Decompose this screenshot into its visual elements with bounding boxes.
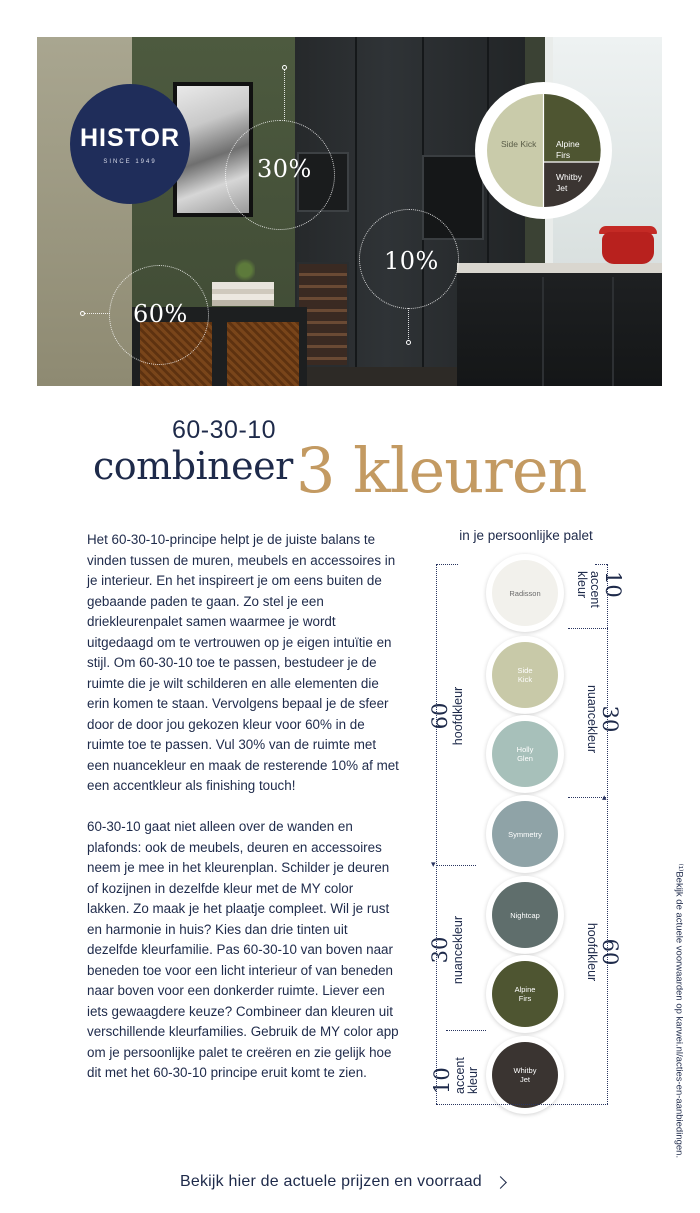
label-right-60-hoofd: 60 hoofdkleur <box>585 922 622 982</box>
swatch-whitby-jet <box>486 1036 564 1114</box>
palette-title: in je persoonlijke palet <box>459 528 593 543</box>
logo-since: SINCE 1949 <box>103 159 157 165</box>
chevron-right-icon <box>494 1176 507 1189</box>
swatch-label: Symmetry <box>508 829 542 839</box>
pie-label-whitby-jet: Whitby Jet <box>556 172 582 193</box>
percentage-60: 60% <box>133 300 188 328</box>
swatch-holly-glen <box>486 715 564 793</box>
kitchen-island <box>457 273 662 386</box>
paragraph-2: 60-30-10 gaat niet alleen over de wanden en plafonds: ook de meubels, deuren en accessoires neem je mee in het kleurenplan. Schilder je deuren of kozijnen in dezelfde kleur met de MY color lakken. Zo maak je het plaatje compleet. Wil je rust en harmonie in huis? Kies dan drie tinten uit dezelfde kleurfamilie. Pas 60-30-10 van boven naar beneden toe voor een licht interieur of van beneden naar boven voor een donkerder ruimte. Liever een iets gewaagdere keuze? Combineer dan kleuren uit verschillende kleurfamilies. Gebruik de MY color app om je persoonlijke palet te creëren en zie gelijk hoe dit met het 60-30-10 principe eruit komt te zien. <box>87 819 399 1080</box>
terms-footnote: ⁽¹⁾Bekijk de actuele voorwaarden op karwei.nl/acties-en-aanbiedingen. <box>673 863 685 1159</box>
label-right-30-nuance: 30 nuancekleur <box>585 684 622 754</box>
percentage-10: 10% <box>384 247 439 275</box>
headline-combineer: combineer <box>93 444 293 488</box>
swatch-symmetry <box>486 795 564 873</box>
swatch-radisson <box>486 554 564 632</box>
label-left-10-accent: 10 accent kleur <box>430 1057 480 1094</box>
swatch-label: Radisson <box>509 588 541 598</box>
label-right-10-accent: 10 accent kleur <box>575 571 625 608</box>
percentage-30: 30% <box>257 155 312 183</box>
palette-pie <box>475 82 612 219</box>
pie-slice-side-kick <box>487 94 544 207</box>
countertop <box>457 263 662 273</box>
logo-wordmark: HISTOR <box>80 124 180 152</box>
books <box>212 282 274 306</box>
cta-label: Bekijk hier de actuele prijzen en voorraad <box>180 1173 482 1190</box>
paragraph-1: Het 60-30-10-principe helpt je de juiste balans te vinden tussen de muren, meubels en accessoires in je interieur. En het inspireert je om eens buiten de gebaande paden te gaan. Zo stel je een driekleurenpalet samen waarmee je wordt uitgedaagd om te vertrouwen op je eigen intuïtie en stijl. Om 60-30-10 toe te passen, bestudeer je de ruimte die je wilt schilderen en alle elementen die erin komen te staan. Vervolgens bepaal je de sfeer door de door jou gekozen kleur voor 60% in de ruimte toe te passen. Vul 30% van de ruimte met een nuancekleur en maak de resterende 10% af met een accentkleur als finishing touch! <box>87 532 399 793</box>
swatch-label: Whitby Jet <box>513 1066 537 1084</box>
plant <box>235 257 255 283</box>
prices-stock-link[interactable] <box>180 1173 505 1191</box>
label-left-60-hoofd: 60 hoofdkleur <box>428 686 465 746</box>
histor-logo <box>70 84 190 204</box>
swatch-nightcap <box>486 876 564 954</box>
headline-ratio: 60-30-10 <box>172 416 277 444</box>
pie-label-side-kick: Side Kick <box>501 139 537 149</box>
swatch-label: Alpine Firs <box>514 985 536 1003</box>
label-left-30-nuance: 30 nuancekleur <box>428 915 465 985</box>
swatch-label: Side Kick <box>517 666 533 684</box>
swatch-side-kick <box>486 636 564 714</box>
swatch-label: Nightcap <box>510 910 540 920</box>
rattan-door <box>227 322 299 386</box>
article-body <box>87 530 399 1084</box>
headline-3-kleuren: 3 kleuren <box>296 434 587 507</box>
red-pot <box>602 232 654 264</box>
swatch-alpine-firs <box>486 955 564 1033</box>
pie-label-alpine-firs: Alpine Firs <box>556 139 580 160</box>
swatch-label: Holly Glen <box>516 745 534 763</box>
